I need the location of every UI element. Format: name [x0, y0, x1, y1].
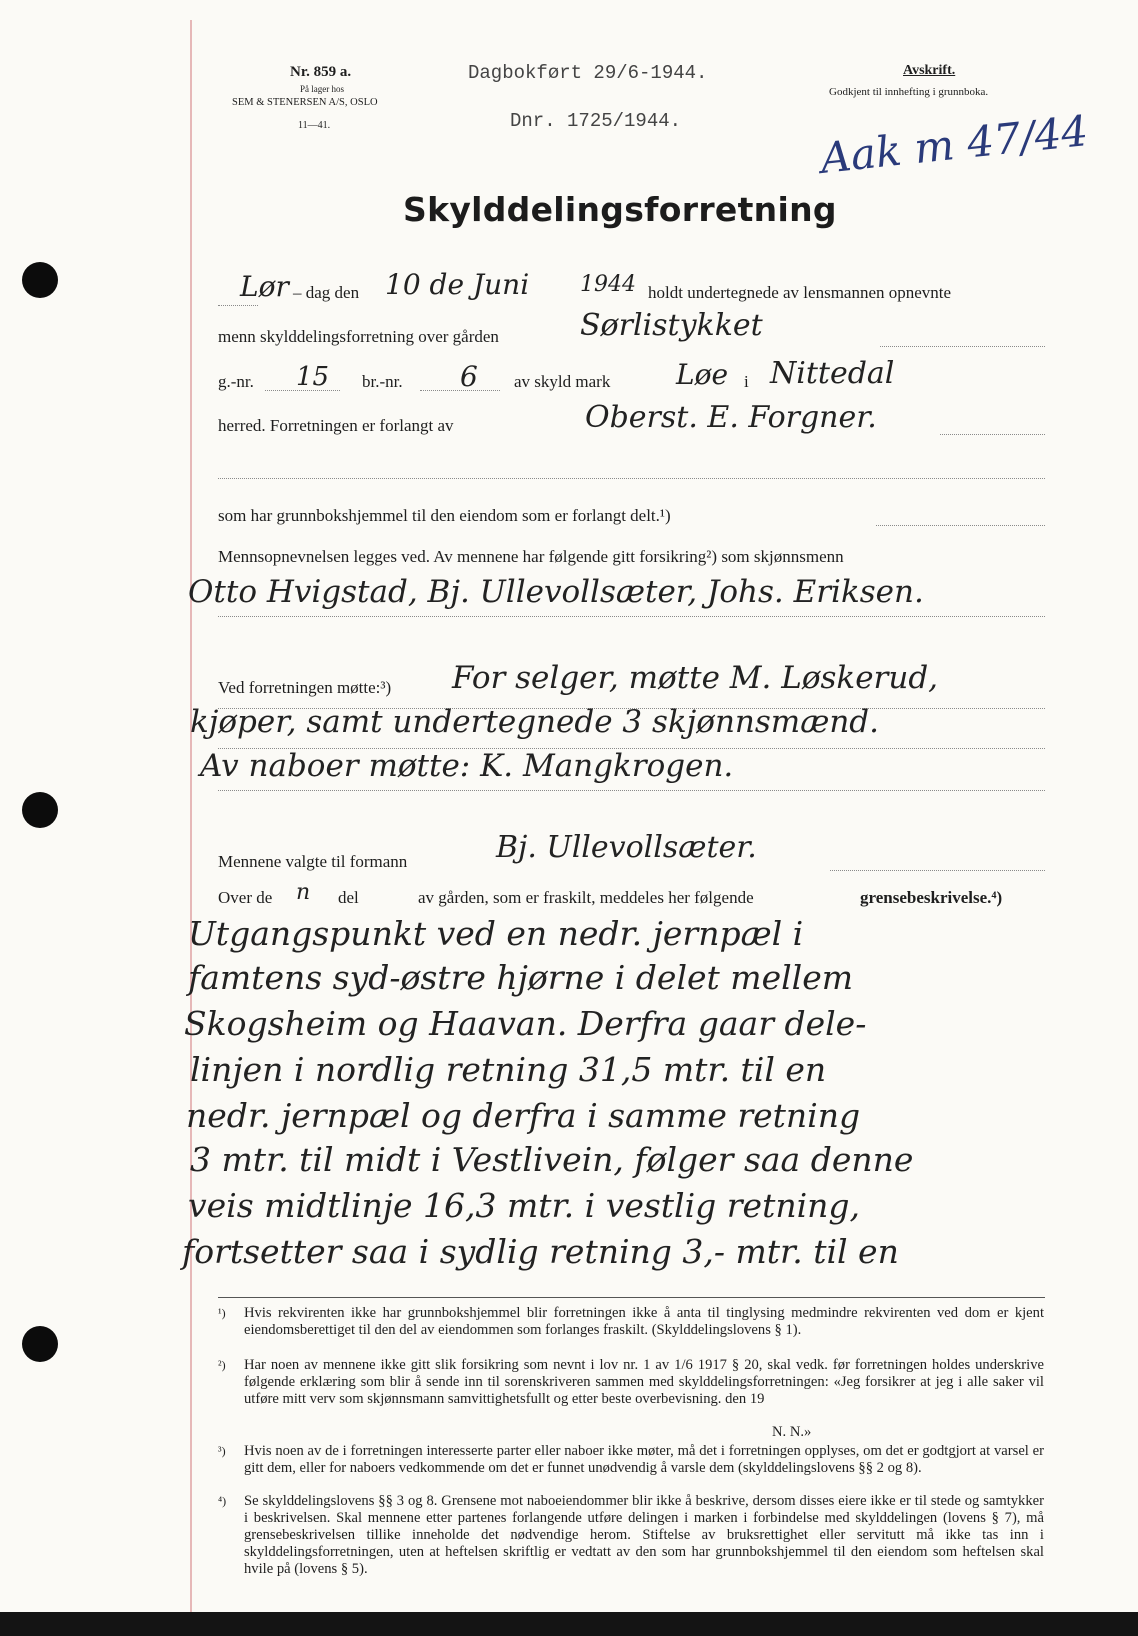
footnote-text: Har noen av mennene ikke gitt slik forsikring som nevnt i lov nr. 1 av 1/6 1917 § 20, skal vedk. før forretningen holdes underskrive følgende erklæring som blir å sende inn til sorenskriveren sammen med skylddelingsforretningen: «Jeg forsikrer at jeg i alle saker vil utføre mitt verv som skjønnsmann samvittighetsfullt og etter beste overbevisning. den 19: [244, 1357, 1044, 1407]
line12-text: Mennene valgte til formann: [218, 852, 408, 871]
footnote-text: Se skylddelingslovens §§ 3 og 8. Grensene mot naboeiendommer blir ikke å beskrive, dersom disses eiere ikke er til stede og samtykker i beskrivelsen. Skal mennene etter partenes forlangende utføre delingen i marken i forbindelse med skylddelingen (lovens § 7), må grensebeskrivelsen tillike inneholde det nødvendige herom. Stiftelse av bruksrettighet eller servitutt må ikke tas inn i skylddelingsforretningen, uten at heftelsen skriftlig er vedtatt av den som har grunnbokshjemmel til den eiendom som heftelsen skal hvile på (lovens § 5).: [244, 1493, 1044, 1577]
dotted-line: [218, 305, 258, 306]
gnr-value: 15: [296, 362, 330, 392]
page-title: Skylddelingsforretning: [403, 190, 837, 229]
line13-text-c: av gården, som er fraskilt, meddeles her følgende: [418, 888, 754, 907]
footnote-text: Hvis noen av de i forretningen interesserte parter eller naboer ikke møter, må det i forretningen opplyses, om det er godtgjort at varsel er gitt dem, eller for naboers vedkommende om det er funnet unødvendig å varsle dem (skylddelingslovens §§ 2 og 8).: [244, 1443, 1044, 1476]
description-line: veis midtlinje 16,3 mtr. i vestlig retning,: [188, 1186, 861, 1225]
hand-attendees-1: For selger, møtte M. Løskerud,: [452, 660, 939, 696]
dotted-line: [876, 525, 1045, 526]
punch-hole-bottom: [22, 1326, 58, 1362]
line9-text: Ved forretningen møtte:³): [218, 678, 392, 697]
i-label: i: [744, 372, 749, 391]
godkjent-label: Godkjent til innhefting i grunnboka.: [829, 86, 989, 98]
line6-text: som har grunnbokshjemmel til den eiendom som er forlangt delt.¹): [218, 506, 671, 525]
description-line: 3 mtr. til midt i Vestlivein, følger saa denne: [190, 1140, 914, 1179]
description-line: fortsetter saa i sydlig retning 3,- mtr. til en: [182, 1232, 899, 1271]
dotted-line: [420, 390, 500, 391]
margin-rule: [190, 20, 192, 1612]
description-line: Skogsheim og Haavan. Derfra gaar dele-: [184, 1004, 867, 1043]
line2-text: menn skylddelingsforretning over gården: [218, 327, 499, 346]
footnote-signature: N. N.»: [772, 1424, 812, 1440]
printer-date: 11—41.: [298, 120, 331, 131]
hand-skyld: Løe: [676, 358, 729, 391]
dotted-line: [218, 616, 1045, 617]
footnote-rule: [218, 1297, 1045, 1298]
hand-neighbours: Av naboer møtte: K. Mangkrogen.: [200, 748, 734, 784]
description-line: famtens syd-østre hjørne i delet mellem: [188, 958, 854, 997]
dotted-line: [218, 790, 1045, 791]
description-line: Utgangspunkt ved en nedr. jernpæl i: [188, 914, 804, 953]
footnote-number: ¹): [218, 1306, 226, 1320]
hand-appraisers: Otto Hvigstad, Bj. Ullevollsæter, Johs. Eriksen.: [188, 574, 924, 610]
footnote-number: ²): [218, 1358, 226, 1372]
hand-date: 10 de Juni: [385, 268, 530, 301]
bnr-label: br.-nr.: [362, 372, 403, 391]
dotted-line-blank: [218, 478, 1045, 479]
scan-border: [0, 1612, 1138, 1636]
hand-part: n: [296, 880, 311, 905]
line13-text-a: Over de: [218, 888, 273, 907]
registration-annotation: Aak m 47/44: [818, 106, 1091, 183]
dagbok-stamp: Dagbokført 29/6-1944.: [468, 62, 708, 84]
form-number: Nr. 859 a.: [290, 64, 352, 80]
punch-hole-top: [22, 262, 58, 298]
hand-chairman: Bj. Ullevollsæter.: [496, 830, 757, 865]
hand-day: Lør: [240, 270, 289, 303]
dotted-line: [830, 870, 1045, 871]
dotted-line: [940, 434, 1045, 435]
description-line: linjen i nordlig retning 31,5 mtr. til en: [190, 1050, 827, 1089]
printer-line-1: På lager hos: [300, 84, 344, 94]
hand-farm-name: Sørlistykket: [580, 308, 763, 343]
hand-attendees-2: kjøper, samt undertegnede 3 skjønnsmænd.: [190, 704, 879, 740]
line1-text-b: holdt undertegnede av lensmannen opnevnte: [648, 283, 952, 302]
avskrift-label: Avskrift.: [903, 63, 956, 78]
hand-herred: Nittedal: [770, 356, 895, 391]
line4-text: herred. Forretningen er forlangt av: [218, 416, 454, 435]
bnr-value: 6: [460, 360, 478, 393]
line13-text-b: del: [338, 888, 359, 907]
footnote-number: ⁴): [218, 1494, 227, 1508]
footnote-text: Hvis rekvirenten ikke har grunnbokshjemmel blir forretningen ikke å anta til tinglysing medmindre rekvirenten ved dom er kjent eiendomsberettiget til den del av eiendommen som forlanges fraskilt. (Skylddelingslovens § 1).: [244, 1305, 1044, 1338]
line13-bold: grensebeskrivelse.⁴): [860, 888, 1003, 907]
punch-hole-middle: [22, 792, 58, 828]
line1-text-a: – dag den: [293, 283, 360, 302]
dotted-line: [880, 346, 1045, 347]
gnr-label: g.-nr.: [218, 372, 254, 391]
hand-requester: Oberst. E. Forgner.: [585, 400, 877, 435]
dnr-stamp: Dnr. 1725/1944.: [510, 110, 682, 132]
description-line: nedr. jernpæl og derfra i samme retning: [186, 1096, 861, 1135]
dotted-line: [265, 390, 340, 391]
skyld-label: av skyld mark: [514, 372, 611, 391]
printer-line-2: SEM & STENERSEN A/S, OSLO: [232, 97, 378, 108]
footnote-number: ³): [218, 1444, 226, 1458]
hand-year: 1944: [580, 272, 636, 297]
line7-text: Mennsopnevnelsen legges ved. Av mennene har følgende gitt forsikring²) som skjønnsmenn: [218, 547, 844, 566]
